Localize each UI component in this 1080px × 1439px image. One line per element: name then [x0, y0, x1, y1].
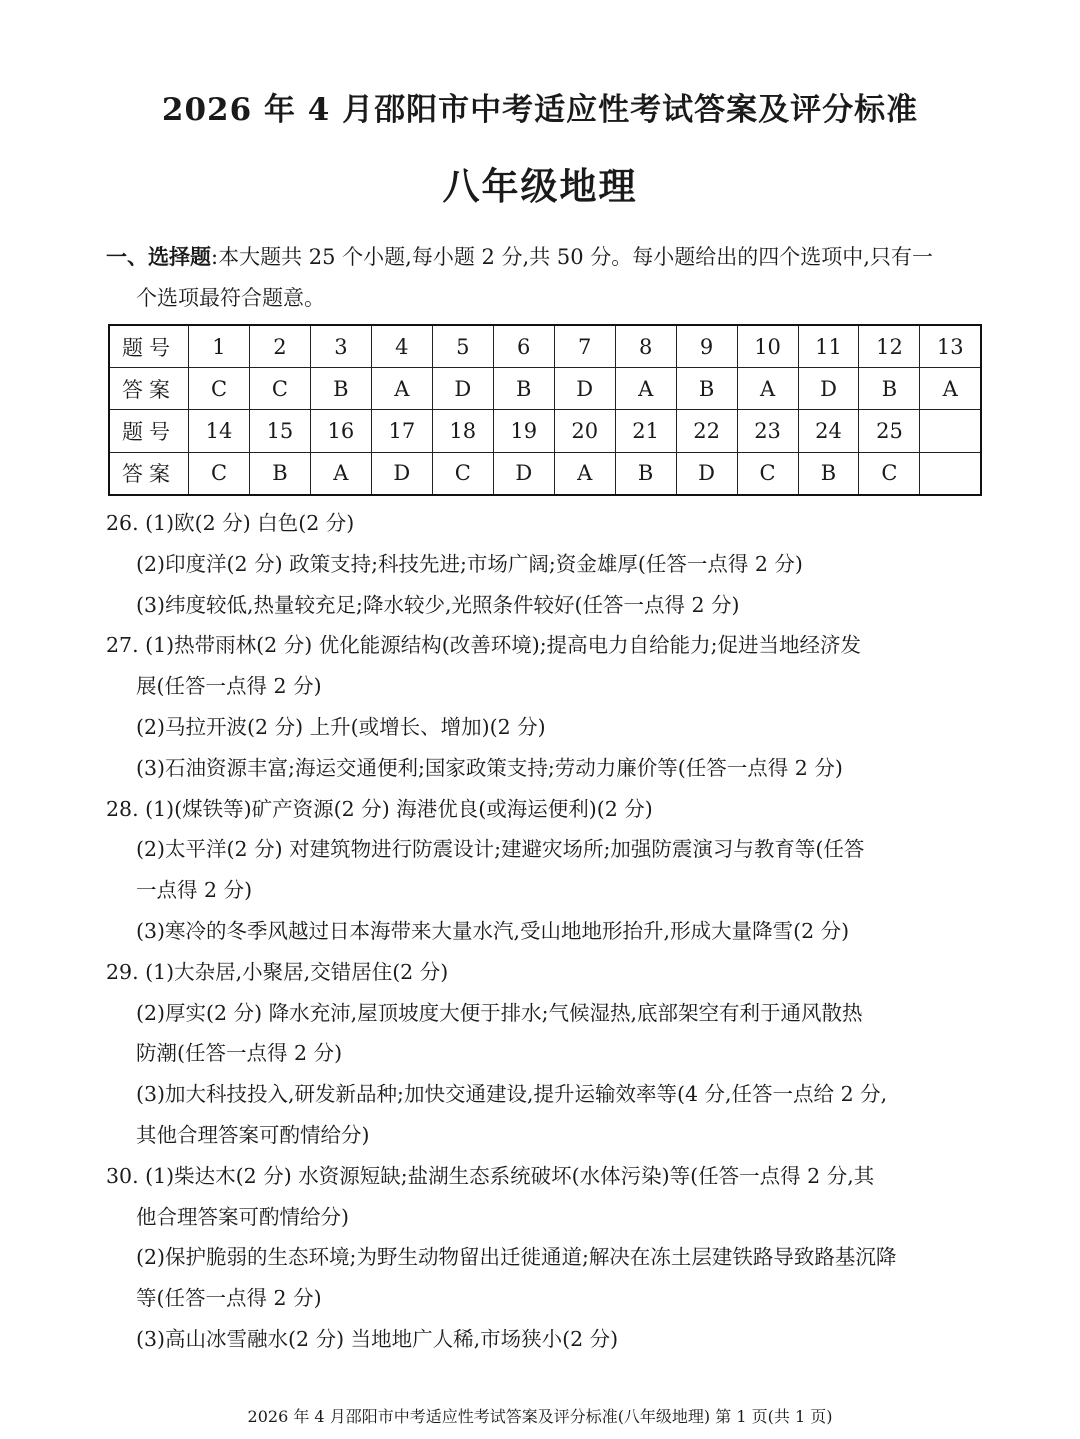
table-cell: B: [310, 368, 371, 410]
number-label: 题号: [109, 410, 189, 452]
q27-part1: 27. (1)热带雨林(2 分) 优化能源结构(改善环境);提高电力自给能力;促进当地经济发: [106, 633, 862, 658]
table-cell: B: [493, 368, 554, 410]
q26-part1: 26. (1)欧(2 分) 白色(2 分): [106, 511, 355, 535]
q27-part3: (3)石油资源丰富;海运交通便利;国家政策支持;劳动力廉价等(任答一点得 2 分): [136, 755, 843, 780]
section-intro-line: [106, 236, 992, 278]
table-cell: B: [676, 368, 737, 410]
section-intro: [106, 236, 992, 319]
table-cell: 13: [920, 325, 981, 368]
page-footer: 2026 年 4 月邵阳市中考适应性考试答案及评分标准(八年级地理) 第 1 页(共 1 页): [247, 1407, 833, 1426]
q29-part2-cont: 防潮(任答一点得 2 分): [136, 1041, 343, 1066]
q29-part3: (3)加大科技投入,研发新品种;加快交通建设,提升运输效率等(4 分,任答一点给 2 分,: [136, 1082, 888, 1107]
section-instructions: :本大题共 25 个小题,每小题 2 分,共 50 分。每小题给出的四个选项中,只有一: [211, 245, 933, 269]
table-cell: 20: [554, 410, 615, 452]
table-cell: A: [554, 452, 615, 495]
table-cell: 12: [859, 325, 920, 368]
q26-part3: (3)纬度较低,热量较充足;降水较少,光照条件较好(任答一点得 2 分): [136, 592, 740, 617]
q30-part1: 30. (1)柴达木(2 分) 水资源短缺;盐湖生态系统破坏(水体污染)等(任答一点得 2 分,其: [106, 1163, 875, 1188]
table-cell: D: [432, 368, 493, 410]
table-cell: 11: [798, 325, 859, 368]
table-cell: C: [249, 368, 310, 410]
table-cell: 15: [249, 410, 310, 452]
q27-part2: (2)马拉开波(2 分) 上升(或增长、增加)(2 分): [136, 714, 546, 739]
table-cell: C: [189, 452, 250, 495]
table-cell: C: [737, 452, 798, 495]
section-heading: 一、选择题: [106, 244, 211, 269]
table-cell: 7: [554, 325, 615, 368]
table-cell: 24: [798, 410, 859, 452]
q30-part3: (3)高山冰雪融水(2 分) 当地地广人稀,市场狭小(2 分): [136, 1326, 619, 1351]
q26-part2: (2)印度洋(2 分) 政策支持;科技先进;市场广阔;资金雄厚(任答一点得 2 分): [136, 551, 803, 576]
table-cell: 10: [737, 325, 798, 368]
table-cell: C: [859, 452, 920, 495]
answer-label: 答案: [109, 368, 189, 410]
table-cell: 25: [859, 410, 920, 452]
table-cell: A: [615, 368, 676, 410]
table-cell: B: [615, 452, 676, 495]
table-cell: 22: [676, 410, 737, 452]
q28-part3: (3)寒冷的冬季风越过日本海带来大量水汽,受山地地形抬升,形成大量降雪(2 分): [136, 918, 850, 943]
table-cell: A: [920, 368, 981, 410]
q28-part2-cont: 一点得 2 分): [136, 878, 253, 903]
table-cell: C: [189, 368, 250, 410]
table-cell: 9: [676, 325, 737, 368]
table-row-numbers-2: [109, 410, 981, 452]
table-cell: 21: [615, 410, 676, 452]
table-cell: A: [310, 452, 371, 495]
table-cell: 14: [189, 410, 250, 452]
table-cell: 6: [493, 325, 554, 368]
table-cell: D: [371, 452, 432, 495]
table-cell: 2: [249, 325, 310, 368]
table-cell: A: [371, 368, 432, 410]
table-row-answers-2: [109, 452, 981, 495]
table-cell-empty: [920, 452, 981, 495]
table-cell: 1: [189, 325, 250, 368]
answer-table: [108, 324, 982, 496]
answer-list: [106, 503, 992, 1360]
q29-part3-cont: 其他合理答案可酌情给分): [136, 1122, 370, 1147]
table-cell: 17: [371, 410, 432, 452]
section-instructions-cont: 个选项最符合题意。: [136, 286, 325, 310]
q28-part1: 28. (1)(煤铁等)矿产资源(2 分) 海港优良(或海运便利)(2 分): [106, 796, 653, 821]
table-cell: D: [798, 368, 859, 410]
q29-part1: 29. (1)大杂居,小聚居,交错居住(2 分): [106, 959, 449, 984]
table-cell: D: [554, 368, 615, 410]
table-cell-empty: [920, 410, 981, 452]
table-cell: D: [493, 452, 554, 495]
page-subtitle: 八年级地理: [442, 164, 638, 208]
table-cell: B: [798, 452, 859, 495]
table-cell: 3: [310, 325, 371, 368]
q29-part2: (2)厚实(2 分) 降水充沛,屋顶坡度大便于排水;气候湿热,底部架空有利于通风散热: [136, 1000, 863, 1025]
q30-part1-cont: 他合理答案可酌情给分): [136, 1204, 349, 1229]
q30-part2: (2)保护脆弱的生态环境;为野生动物留出迁徙通道;解决在冻土层建铁路导致路基沉降: [136, 1245, 897, 1270]
page-title: 2026 年 4 月邵阳市中考适应性考试答案及评分标准: [161, 92, 919, 128]
answer-label: 答案: [109, 452, 189, 495]
number-label: 题号: [109, 325, 189, 368]
q30-part2-cont: 等(任答一点得 2 分): [136, 1286, 322, 1311]
table-cell: A: [737, 368, 798, 410]
table-cell: D: [676, 452, 737, 495]
q28-part2: (2)太平洋(2 分) 对建筑物进行防震设计;建避灾场所;加强防震演习与教育等(任答: [136, 837, 865, 862]
table-cell: 8: [615, 325, 676, 368]
table-cell: 18: [432, 410, 493, 452]
table-cell: 4: [371, 325, 432, 368]
table-row-answers-1: [109, 368, 981, 410]
table-cell: B: [249, 452, 310, 495]
table-cell: 19: [493, 410, 554, 452]
table-row-numbers-1: [109, 325, 981, 368]
table-cell: 16: [310, 410, 371, 452]
table-cell: C: [432, 452, 493, 495]
q27-part1-cont: 展(任答一点得 2 分): [136, 674, 322, 699]
table-cell: 5: [432, 325, 493, 368]
table-cell: 23: [737, 410, 798, 452]
table-cell: B: [859, 368, 920, 410]
